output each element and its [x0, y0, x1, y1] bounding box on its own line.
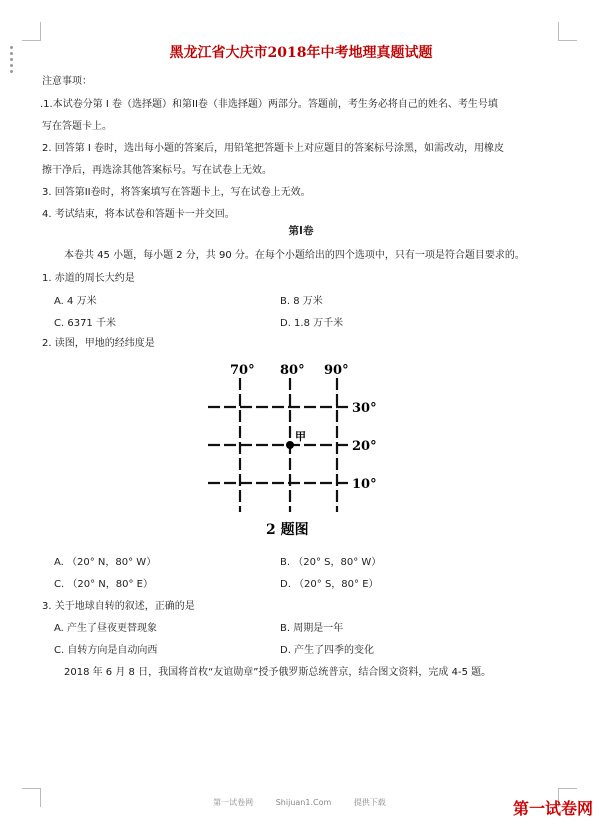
figure-caption: 2 题图	[266, 522, 309, 538]
notice-line: 2. 回答第 I 卷时，选出每小题的答案后，用铅笔把答题卡上对应题目的答案标号涂黑，如需改动，用橡皮	[42, 143, 505, 154]
lon-label: 80°	[280, 363, 305, 378]
lat-label: 10°	[352, 477, 377, 492]
option-c: C. （20° N，80° E）	[54, 579, 153, 590]
page-footer	[0, 797, 599, 808]
tail-text: 2018 年 6 月 8 日，我国将首枚“友谊勋章”授予俄罗斯总统普京，结合图文资料，完成 4-5 题。	[64, 667, 492, 678]
option-b: B. （20° S，80° W）	[280, 557, 382, 568]
option-a: A. 产生了昼夜更替现象	[54, 623, 158, 634]
grid-diagram	[200, 362, 377, 540]
point-jia-marker	[286, 441, 294, 449]
option-c: C. 自转方向是自动向西	[54, 645, 158, 656]
brand-logo: 第一试卷网	[512, 799, 593, 818]
option-b: B. 周期是一年	[280, 623, 344, 634]
notice-line: 4. 考试结束，将本试卷和答题卡一并交回。	[42, 209, 235, 220]
lat-lon-grid-figure	[200, 362, 377, 540]
section-title: 第Ⅰ卷	[288, 225, 314, 237]
option-a: A. 4 万米	[54, 296, 97, 307]
lon-label: 90°	[324, 363, 349, 378]
point-label: 甲	[295, 430, 306, 443]
option-a: A. （20° N，80° W）	[54, 557, 157, 568]
lat-label: 20°	[352, 439, 377, 454]
notice-line: 3. 回答第II卷时，将答案填写在答题卡上，写在试卷上无效。	[42, 187, 311, 198]
footer-download-note: 提供下载	[353, 798, 386, 807]
drag-handle-icon[interactable]	[9, 46, 15, 76]
footer-site-name: 第一试卷网	[213, 798, 254, 807]
option-d: D. 产生了四季的变化	[280, 645, 375, 656]
option-b: B. 8 万米	[280, 296, 323, 307]
notice-line: 擦干净后，再选涂其他答案标号。写在试卷上无效。	[42, 165, 272, 176]
notice-line: 写在答题卡上。	[42, 121, 112, 132]
crop-mark-top-right	[558, 22, 577, 41]
section-intro: 本卷共 45 小题，每小题 2 分，共 90 分。在每个小题给出的四个选项中，只有一项是符合题目要求的。	[64, 250, 525, 261]
crop-mark-top-left	[22, 22, 41, 41]
option-c: C. 6371 千米	[54, 318, 116, 329]
notice-line: .1.本试卷分第 I 卷（选择题）和第II卷（非选择题）两部分。答题前，考生务必将自己的姓名、考生号填	[40, 99, 498, 110]
lat-label: 30°	[352, 401, 377, 416]
option-d: D. （20° S，80° E）	[280, 579, 379, 590]
question-stem: 1. 赤道的周长大约是	[42, 273, 135, 284]
question-stem: 2. 读图，甲地的经纬度是	[42, 338, 155, 349]
document-title: 黑龙江省大庆市2018年中考地理真题试题	[169, 45, 433, 61]
notice-heading: 注意事项：	[42, 76, 92, 87]
option-d: D. 1.8 万千米	[280, 318, 344, 329]
lon-label: 70°	[230, 363, 255, 378]
question-stem: 3. 关于地球自转的叙述，正确的是	[42, 601, 195, 612]
footer-site-url[interactable]: Shijuan1.Com	[275, 798, 332, 807]
